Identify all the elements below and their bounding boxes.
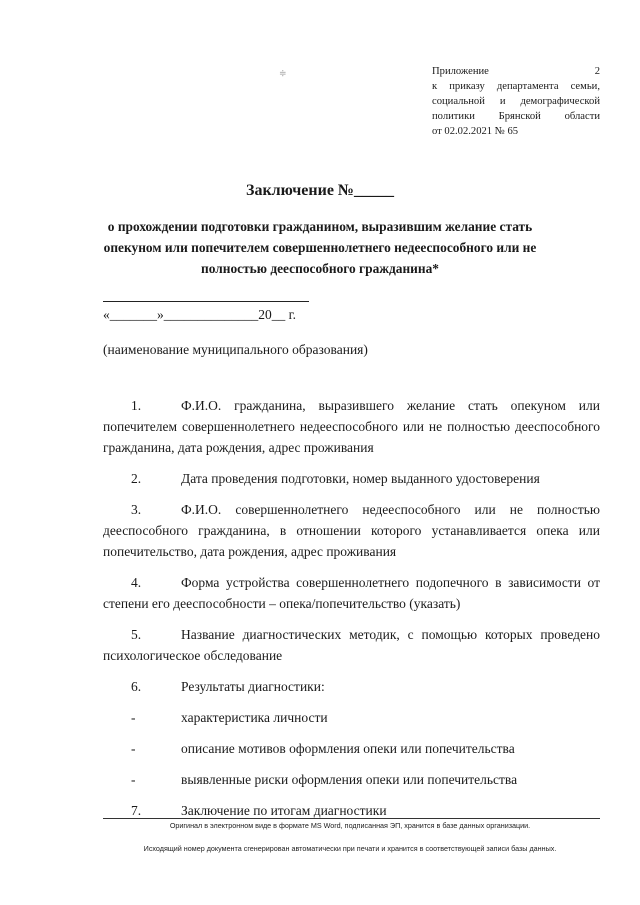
scan-mark: ≑ — [279, 68, 287, 78]
item-bullet: - — [131, 772, 136, 787]
item-text: Ф.И.О. гражданина, выразившего желание стать опекуном или попечителем совершеннолетнего недееспособного или не полностью дееспособного гражданина, дата рождения, адрес проживания — [103, 398, 600, 455]
list-item — [103, 738, 600, 759]
item-number: 7. — [131, 803, 142, 818]
annex-line: от 02.02.2021 № 65 — [432, 126, 519, 137]
list-item — [103, 395, 600, 458]
list-item — [103, 624, 600, 666]
date-line: «_______»______________20__ г. — [103, 307, 297, 322]
item-bullet: - — [131, 741, 136, 756]
list-item — [103, 707, 600, 728]
list-item — [103, 676, 600, 697]
item-text: выявленные риски оформления опеки или попечительства — [181, 772, 518, 787]
annex-line: социальной и демографической — [432, 96, 600, 107]
item-text: Форма устройства совершеннолетнего подопечного в зависимости от степени его дееспособности – опека/попечительство (указать) — [103, 575, 600, 611]
item-text: Заключение по итогам диагностики — [181, 803, 387, 818]
items-list — [103, 395, 600, 821]
item-number: 3. — [131, 502, 142, 517]
municipality-caption: (наименование муниципального образования) — [103, 342, 368, 357]
item-text: Название диагностических методик, с помощью которых проведено психологическое обследование — [103, 627, 600, 663]
blank-underline — [103, 301, 309, 302]
item-text: характеристика личности — [181, 710, 328, 725]
annex-line: к приказу департамента семьи, — [432, 81, 600, 92]
item-number: 4. — [131, 575, 142, 590]
item-text: Результаты диагностики: — [181, 679, 325, 694]
list-item — [103, 572, 600, 614]
list-item — [103, 499, 600, 562]
item-number: 5. — [131, 627, 142, 642]
item-number: 1. — [131, 398, 142, 413]
annex-line: политики Брянской области — [432, 111, 600, 122]
annex-block — [432, 64, 600, 139]
list-item — [103, 769, 600, 790]
item-number: 2. — [131, 471, 142, 486]
document-subtitle: о прохождении подготовки гражданином, выразившим желание стать опекуном или попечителем совершеннолетнего недееспособного или не полностью дееспособного гражданина* — [103, 219, 537, 276]
item-text: Ф.И.О. совершеннолетнего недееспособного или не полностью дееспособного гражданина, в отношении которого устанавливается опека или попечительство, дата рождения, адрес проживания — [103, 502, 600, 559]
footer-divider — [103, 818, 600, 819]
footer-note-original: Оригинал в электронном виде в формате MS Word, подписанная ЭП, хранится в базе данных организации. — [169, 821, 531, 830]
list-item — [103, 468, 600, 489]
footer-note-number: Исходящий номер документа сгенерирован автоматически при печати и хранится в соответствующей записи базы данных. — [143, 844, 557, 853]
item-text: описание мотивов оформления опеки или попечительства — [181, 741, 515, 756]
item-number: 6. — [131, 679, 142, 694]
item-text: Дата проведения подготовки, номер выданного удостоверения — [181, 471, 540, 486]
document-title: Заключение №_____ — [246, 182, 394, 199]
item-bullet: - — [131, 710, 136, 725]
annex-line: Приложение 2 — [432, 66, 600, 77]
